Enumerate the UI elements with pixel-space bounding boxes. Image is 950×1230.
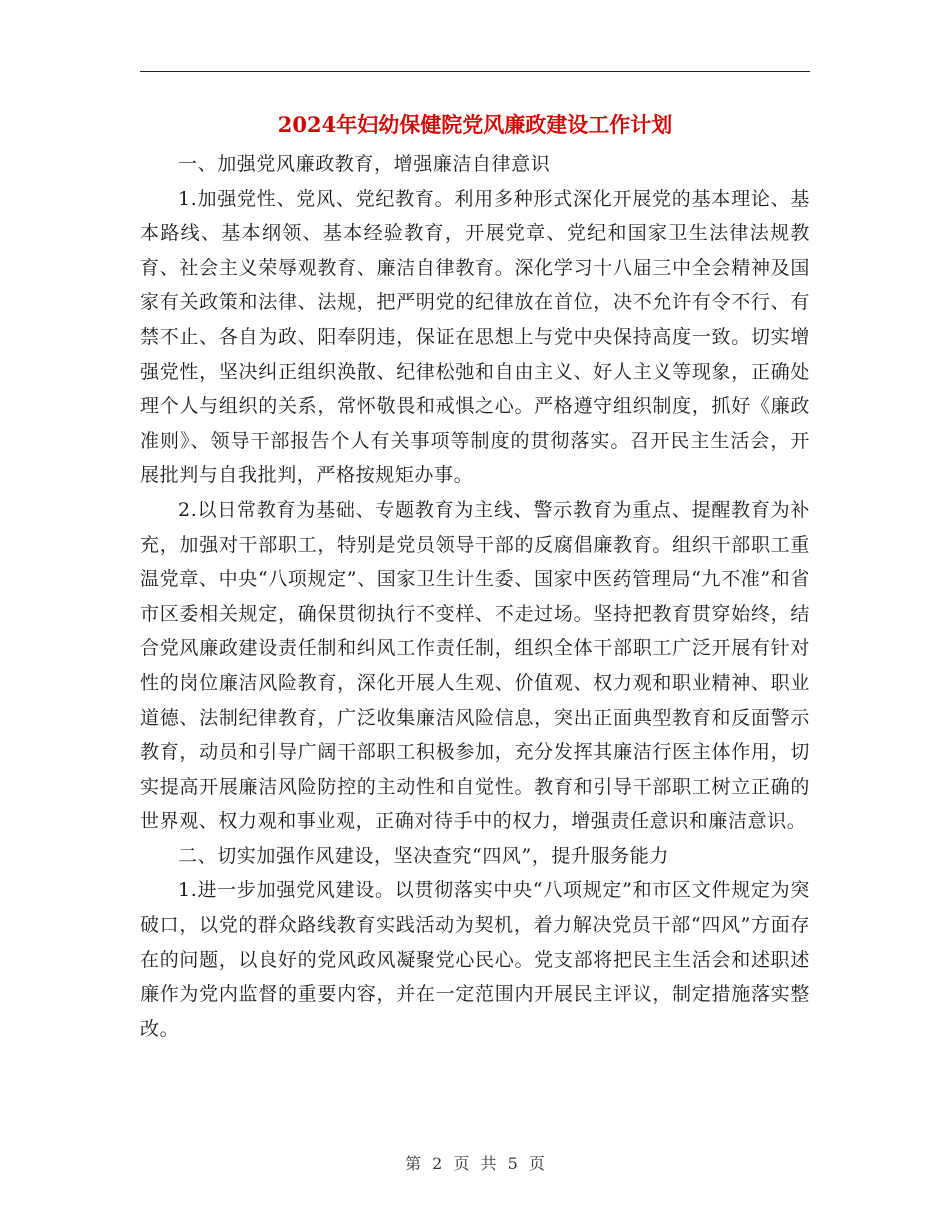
body-paragraph: 2.以日常教育为基础、专题教育为主线、警示教育为重点、提醒教育为补充，加强对干部职工，特别是党员领导干部的反腐倡廉教育。组织干部职工重温党章、中央“八项规定”、国家卫生计生委、国家中医药管理局“九不准”和省市区委相关规定，确保贯彻执行不变样、不走过场。坚持把教育贯穿始终，结合党风廉政建设责任制和纠风工作责任制，组织全体干部职工广泛开展有针对性的岗位廉洁风险教育，深化开展人生观、价值观、权力观和职业精神、职业道德、法制纪律教育，广泛收集廉洁风险信息，突出正面典型教育和反面警示教育，动员和引导广阔干部职工积极参加，充分发挥其廉洁行医主体作用，切实提高开展廉洁风险防控的主动性和自觉性。教育和引导干部职工树立正确的世界观、权力观和事业观，正确对待手中的权力，增强责任意识和廉洁意识。 [140,498,810,833]
page-number-footer: 第 2 页 共 5 页 [405,1154,545,1173]
section-heading: 一、加强党风廉政教育，增强廉洁自律意识 [178,153,551,175]
header-rule [140,71,810,72]
body-paragraph: 1.加强党性、党风、党纪教育。利用多种形式深化开展党的基本理论、基本路线、基本纲领、基本经验教育，开展党章、党纪和国家卫生法律法规教育、社会主义荣辱观教育、廉洁自律教育。深化学习十八届三中全会精神及国家有关政策和法律、法规，把严明党的纪律放在首位，决不允许有令不行、有禁不止、各自为政、阳奉阴违，保证在思想上与党中央保持高度一致。切实增强党性，坚决纠正组织涣散、纪律松弛和自由主义、好人主义等现象，正确处理个人与组织的关系，常怀敬畏和戒惧之心。严格遵守组织制度，抓好《廉政准则》、领导干部报告个人有关事项等制度的贯彻落实。召开民主生活会，开展批判与自我批判，严格按规矩办事。 [140,187,810,487]
section-heading: 二、切实加强作风建设，坚决查究“四风”，提升服务能力 [178,844,670,867]
document-title: 2024年妇幼保健院党风廉政建设工作计划 [277,112,673,137]
document-body [140,147,810,1046]
body-paragraph: 1.进一步加强党风建设。以贯彻落实中央“八项规定”和市区文件规定为突破口，以党的群众路线教育实践活动为契机，着力解决党员干部“四风”方面存在的问题，以良好的党风政风凝聚党心民心。党支部将把民主生活会和述职述廉作为党内监督的重要内容，并在一定范围内开展民主评议，制定措施落实整改。 [140,879,810,1040]
